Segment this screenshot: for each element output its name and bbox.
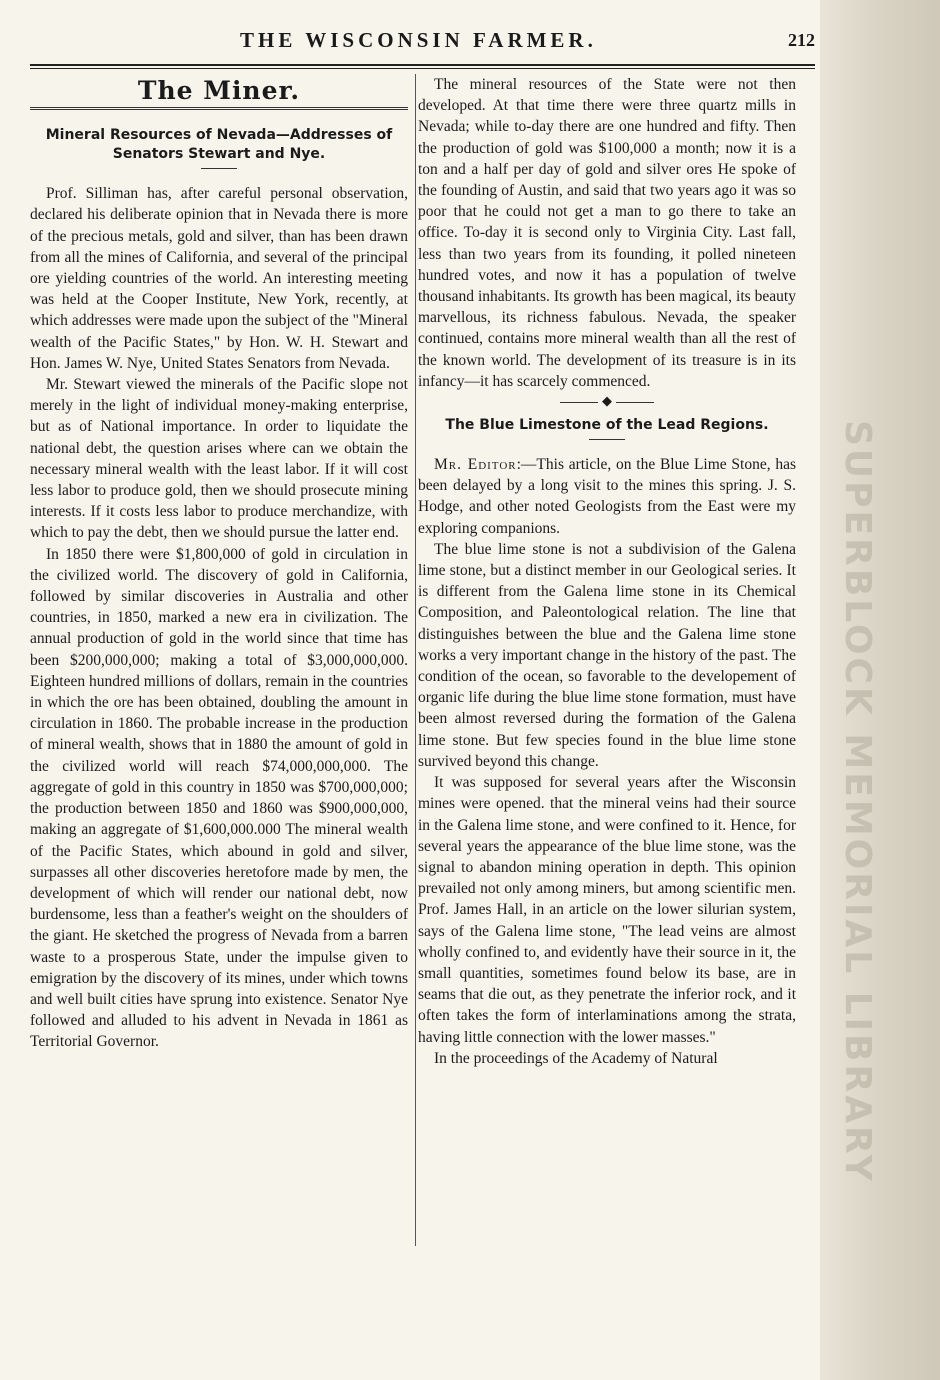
header-rule-thin bbox=[30, 68, 815, 69]
masthead: THE WISCONSIN FARMER. bbox=[240, 28, 597, 52]
article-paragraph: Prof. Silliman has, after careful personal observation, declared his deliberate opinion that in Nevada there is more of the precious metals, gold and silver, than has been drawn from all the mines of California, and several of the principal ore yielding countries of the world. An interesting meeting was held at the Cooper Institute, New York, recently, at which addresses were made upon the subject of the "Mineral wealth of the Pacific States," by Hon. W. H. Stewart and Hon. James W. Nye, United States Senators from Nevada. bbox=[30, 185, 408, 372]
department-title: The Miner. bbox=[137, 76, 301, 105]
article-headline: The Blue Limestone of the Lead Regions. bbox=[445, 417, 769, 434]
article-paragraph: In 1850 there were $1,800,000 of gold in circulation in the civilized world. The discovery of gold in California, followed by similar discoveries in Australia and other countries, in 1850, marked a new era in civilization. The annual production of gold in the world since that time has been $200,000,000; making a total of $3,000,000,000. Eighteen hundred millions of dollars, remain in the countries in which the ore has been obtained, doubling the amount in circulation in 1860. The probable increase in the production of mineral wealth, shows that in 1880 the amount of gold in the civilized world will reach $74,000,000,000. The aggregate of gold in this country in 1850 was $700,000,000; the production between 1850 and 1860 was $900,000,000, making an aggregate of $1,600,000.000 The mineral wealth of the Pacific States, which abound in gold and silver, surpasses all other discoveries heretofore made by men, the development of which will render our national debt, now burdensome, less than a feather's weight on the shoulders of the giant. He sketched the progress of Nevada from a barren waste to a prosperous State, under the impulse given to emigration by the discovery of its mines, under which towns and well built cities have sprung into existence. Senator Nye followed and alluded to his advent in Nevada in 1861 as Territorial Governor. bbox=[30, 545, 408, 1051]
running-head bbox=[30, 28, 815, 56]
article-paragraph: In the proceedings of the Academy of Natural bbox=[434, 1049, 718, 1067]
department-rule bbox=[30, 107, 408, 110]
page-number: 212 bbox=[788, 30, 815, 50]
section-ornament: ◆ bbox=[418, 394, 796, 408]
article-paragraph-text: :—This article, on the Blue Lime Stone, has been delayed by a long visit to the mines this spring. J. S. Hodge, and other noted Geologists from the East were my exploring companions. bbox=[418, 456, 796, 537]
right-column bbox=[418, 74, 796, 1069]
library-stamp: SUPERBLOCK MEMORIAL LIBRARY bbox=[837, 420, 878, 1184]
headline-rule bbox=[201, 168, 237, 169]
article-paragraph: It was supposed for several years after the Wisconsin mines were opened. that the mineral veins had their source in the Galena lime stone, and were confined to it. Hence, for several years the appearance of the blue lime stone, was the signal to abandon mining operation in depth. This opinion prevailed not only among miners, but among scientific men. Prof. James Hall, in an article on the lower silurian system, says of the Galena lime stone, "The lead veins are almost wholly confined to, and evidently have their source in it, the small quantities, sometimes found below its base, are in seams that die out, as they penetrate the inferior rock, and it often takes the form of interlaminations among the strata, having little connection with the lower masses." bbox=[418, 774, 796, 1046]
column-divider bbox=[415, 74, 416, 1246]
article-paragraph bbox=[418, 454, 796, 539]
article-continuation: The mineral resources of the State were not then developed. At that time there were three quartz mills in Nevada; while to-day there are one hundred and fifty. Then the production of gold was $100,000 a month; now it is a ton and a half per day of gold and silver ores He spoke of the founding of Austin, and said that two years ago it was so poor that he could not get a man to go there to take an office. To-day it is second only to Virginia City. Last fall, less than two years from its founding, it polled nineteen hundred votes, and now it has a population of twelve thousand inhabitants. Its growth has been magical, its beauty marvellous, its richness fabulous. Nevada, the speaker continued, contains more mineral wealth than all the rest of the known world. The development of its treasure is in its infancy—it has scarcely commenced. bbox=[418, 76, 796, 390]
article-headline: Mineral Resources of Nevada—Addresses of Senators Stewart and Nye. bbox=[45, 127, 393, 163]
header-rule bbox=[30, 64, 815, 66]
salutation: Mr. Editor bbox=[434, 456, 517, 474]
article-paragraph: Mr. Stewart viewed the minerals of the Pacific slope not merely in the light of individual money-making enterprise, but as of National importance. In order to liquidate the national debt, the question arises where can we obtain the necessary mineral wealth with the least labor. If it will cost less labor to produce gold, then we should prosecute mining interests. If it costs less labor to produce merchandize, with which to pay the debt, then we should pursue the latter end. bbox=[30, 376, 408, 542]
left-column bbox=[30, 74, 408, 1053]
headline-rule bbox=[589, 439, 625, 440]
article-paragraph: The blue lime stone is not a subdivision of the Galena lime stone, but a distinct member in our Geological series. It is different from the Galena lime stone in its Chemical Composition, and Paleontological relation. The line that distinguishes between the blue and the Galena lime stone works a very important change in the history of the past. The condition of the ocean, so favorable to the developement of organic life during the blue lime stone formation, must have been almost reversed during the formation of the Galena lime stone. But few species found in the blue lime stone survived beyond this change. bbox=[418, 540, 796, 770]
